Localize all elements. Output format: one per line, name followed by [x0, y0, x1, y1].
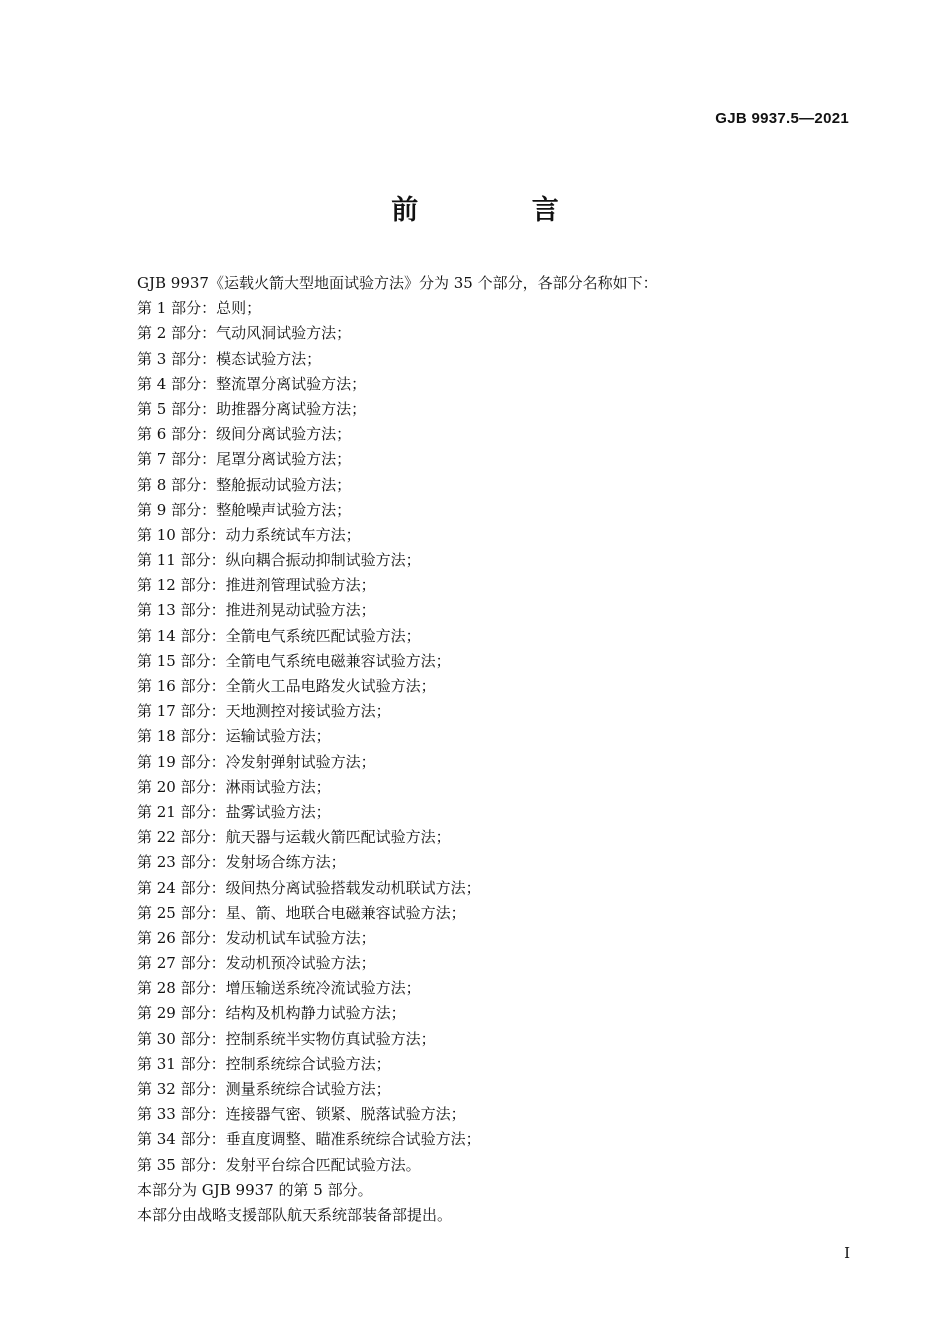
part-item: 第 25 部分：星、箭、地联合电磁兼容试验方法； [137, 903, 466, 922]
part-item: 第 26 部分：发动机试车试验方法； [137, 928, 376, 947]
page-title: 前 言 [391, 195, 611, 226]
part-item: 第 4 部分：整流罩分离试验方法； [137, 374, 367, 393]
part-item: 第 20 部分：淋雨试验方法； [137, 777, 331, 796]
part-item: 第 22 部分：航天器与运载火箭匹配试验方法； [137, 828, 451, 847]
part-item: 第 18 部分：运输试验方法； [137, 727, 331, 746]
part-item: 第 32 部分：测量系统综合试验方法； [137, 1080, 391, 1098]
part-item: 第 6 部分：级间分离试验方法； [137, 425, 352, 444]
part-item: 第 16 部分：全箭火工品电路发火试验方法； [137, 677, 436, 695]
part-item: 第 27 部分：发动机预冷试验方法； [137, 954, 376, 973]
parts-list [137, 296, 857, 1178]
part-item: 第 17 部分：天地测控对接试验方法； [137, 702, 391, 721]
part-item: 第 13 部分：推进剂晃动试验方法； [137, 601, 376, 620]
part-item: 第 10 部分：动力系统试车方法； [137, 525, 361, 544]
part-item: 第 23 部分：发射场合练方法； [137, 853, 346, 872]
part-item: 第 3 部分：模态试验方法； [137, 349, 322, 368]
part-item: 第 33 部分：连接器气密、锁紧、脱落试验方法； [137, 1105, 466, 1124]
document-code: GJB 9937.5—2021 [715, 110, 849, 127]
part-item: 第 12 部分：推进剂管理试验方法； [137, 576, 376, 595]
part-item: 第 2 部分：气动风洞试验方法； [137, 324, 352, 343]
part-item: 第 21 部分：盐雾试验方法； [137, 802, 331, 821]
page-number: I [844, 1244, 850, 1262]
part-item: 第 29 部分：结构及机构静力试验方法； [137, 1004, 406, 1023]
intro-paragraph: GJB 9937《运载火箭大型地面试验方法》分为 35 个部分，各部分名称如下： [137, 274, 658, 292]
part-item: 第 1 部分：总则； [137, 299, 262, 318]
part-item: 第 8 部分：整舱振动试验方法； [137, 475, 352, 494]
part-item: 第 30 部分：控制系统半实物仿真试验方法； [137, 1029, 436, 1048]
part-item: 第 11 部分：纵向耦合振动抑制试验方法； [137, 551, 421, 570]
part-item: 第 35 部分：发射平台综合匹配试验方法。 [137, 1155, 421, 1174]
closing-paragraph: 本部分由战略支援部队航天系统部装备部提出。 [137, 1205, 453, 1224]
part-item: 第 14 部分：全箭电气系统匹配试验方法； [137, 626, 421, 645]
part-item: 第 28 部分：增压输送系统冷流试验方法； [137, 979, 421, 998]
part-item: 第 34 部分：垂直度调整、瞄准系统综合试验方法； [137, 1130, 481, 1149]
foreword-body [137, 271, 857, 1228]
part-item: 第 5 部分：助推器分离试验方法； [137, 399, 367, 418]
part-item: 第 24 部分：级间热分离试验搭载发动机联试方法； [137, 878, 481, 897]
part-item: 第 9 部分：整舱噪声试验方法； [137, 500, 352, 519]
part-item: 第 19 部分：冷发射弹射试验方法； [137, 752, 376, 771]
closing-paragraph: 本部分为 GJB 9937 的第 5 部分。 [137, 1180, 373, 1199]
part-item: 第 7 部分：尾罩分离试验方法； [137, 450, 352, 469]
part-item: 第 15 部分：全箭电气系统电磁兼容试验方法； [137, 651, 451, 670]
part-item: 第 31 部分：控制系统综合试验方法； [137, 1054, 391, 1073]
closing-paragraphs [137, 1178, 857, 1228]
